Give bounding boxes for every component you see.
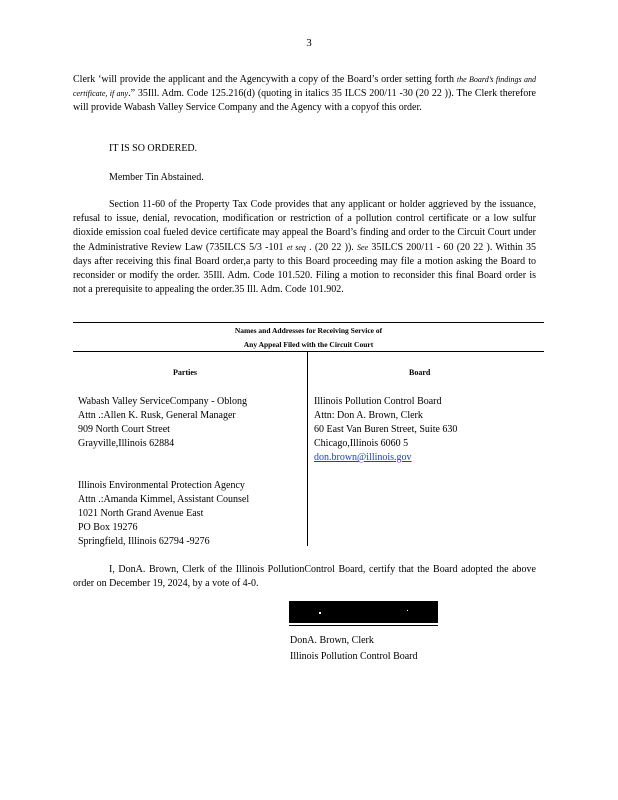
italic-quote: the Board’s findings and certificate, if any <box>73 75 536 99</box>
address-line: Grayville,Illinois 62884 <box>78 438 175 449</box>
address-line: 60 East Van Buren Street, Suite 630 <box>314 424 458 435</box>
table-header-rule <box>73 351 544 352</box>
certification-paragraph: I, DonA. Brown, Clerk of the Illinois PollutionControl Board, certify that the Board adopted the above order on December 19, 2024, by a vote of 4-0. <box>73 564 536 590</box>
address-line: Illinois Pollution Control Board <box>314 396 442 407</box>
address-line: 1021 North Grand Avenue East <box>78 508 204 519</box>
service-heading-line1: Names and Addresses for Receiving Service of <box>234 326 383 335</box>
party-address-iepa <box>78 479 249 549</box>
signature-line <box>289 625 438 626</box>
board-email-link[interactable]: don.brown@illinois.gov <box>314 452 412 463</box>
member-abstained: Member Tin Abstained. <box>109 172 204 183</box>
signature-block <box>290 633 418 665</box>
paragraph-text: .” 35Ill. Adm. Code 125.216(d) (quoting in italics 35 ILCS 200/11 -30 (20 22 )). The Clerk therefore will provide Wabash Valley Service Company and the Agency with a copyof this order. <box>73 88 536 114</box>
paragraph-text: Section 11-60 of the Property Tax Code provides that any applicant or holder aggrieved by the issuance, refusal to issue, denial, revocation, modification or restriction of a pollution control certificate or a low sulfur dioxide emission coal fueled device certificate may appeal the Board’s finding and order to the Circuit Court under the Administrative Review Law (735ILCS 5/3 -101 <box>73 199 536 253</box>
address-line: Illinois Environmental Protection Agency <box>78 480 245 491</box>
italic-et-seq: et seq <box>286 242 306 252</box>
address-line: Wabash Valley ServiceCompany - Oblong <box>78 396 247 407</box>
address-line: PO Box 19276 <box>78 522 138 533</box>
redacted-signature <box>289 601 438 623</box>
table-column-divider <box>307 351 308 546</box>
signer-name: DonA. Brown, Clerk <box>290 635 374 646</box>
address-line: Attn: Don A. Brown, Clerk <box>314 410 423 421</box>
address-line: Springfield, Illinois 62794 -9276 <box>78 536 210 547</box>
party-address-wabash <box>78 395 247 451</box>
page-number: 3 <box>306 37 312 49</box>
address-line: Attn .:Allen K. Rusk, General Manager <box>78 410 236 421</box>
italic-see: See <box>357 242 369 252</box>
service-table-heading <box>73 324 544 352</box>
address-line: Attn .:Amanda Kimmel, Assistant Counsel <box>78 494 250 505</box>
board-column-label: Board <box>409 368 431 377</box>
board-address <box>314 395 457 451</box>
signer-org: Illinois Pollution Control Board <box>290 651 418 662</box>
board-email-row <box>314 451 412 465</box>
paragraph-text: Clerk ‘will provide the applicant and the Agencywith a copy of the Board’s order setting forth <box>73 74 455 85</box>
service-heading-line2: Any Appeal Filed with the Circuit Court <box>243 340 374 349</box>
paragraph-text: . (20 22 )). <box>309 241 354 253</box>
table-top-rule <box>73 322 544 323</box>
paragraph-clerk-copy <box>73 73 536 116</box>
parties-column-label: Parties <box>173 368 197 377</box>
address-line: Chicago,Illinois 6060 5 <box>314 438 409 449</box>
so-ordered: IT IS SO ORDERED. <box>109 143 198 154</box>
paragraph-appeal-rights <box>73 198 536 297</box>
paragraph-text: 35ILCS 200/11 - 60 (20 22 ). Within 35 days after receiving this final Board order,a party to this Board proceeding may file a motion asking the Board to reconsider or modify the order. 35Ill. Adm. Code 101.520. Filing a motion to reconsider this final Board order is not a prerequisite to appealing the order.35 Ill. Adm. Code 101.902. <box>73 241 536 296</box>
address-line: 909 North Court Street <box>78 424 170 435</box>
